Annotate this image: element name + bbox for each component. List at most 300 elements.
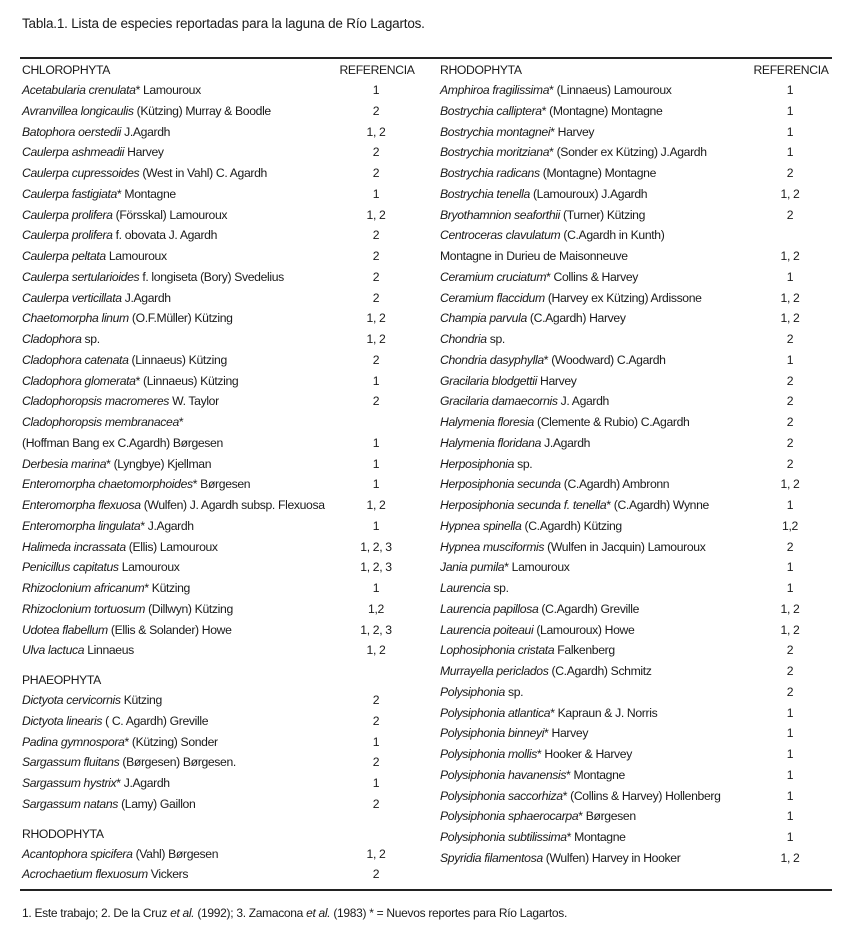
reference-value: 1 <box>786 498 794 512</box>
species-row <box>440 661 832 682</box>
species-authority: * (Lyngbye) Kjellman <box>106 456 212 471</box>
species-row <box>22 412 414 433</box>
reference-value: 1, 2 <box>780 622 800 637</box>
species-row <box>22 142 414 163</box>
species-row <box>440 122 832 143</box>
species-row <box>440 288 832 309</box>
footnote-etal-1: et al. <box>170 906 195 920</box>
species-name <box>440 640 615 661</box>
reference-value: 2 <box>372 713 380 728</box>
species-row <box>22 163 414 184</box>
reference-value: 2 <box>786 373 794 388</box>
reference-value: 2 <box>372 796 380 811</box>
species-authority: sp. <box>514 456 533 471</box>
reference-value: 1 <box>372 186 380 201</box>
species-row <box>440 723 832 744</box>
species-authority: sp. <box>504 684 524 699</box>
reference-value: 1 <box>372 435 380 450</box>
species-row <box>440 806 832 827</box>
species-row <box>440 557 832 578</box>
group-header <box>22 824 414 844</box>
species-name <box>22 288 171 309</box>
footnote-part2: (1992); 3. Zamacona <box>194 906 307 920</box>
species-authority: f. obovata J. Agardh <box>112 228 218 243</box>
species-row <box>22 329 414 350</box>
species-authority: (C.Agardh) Greville <box>538 601 640 616</box>
species-row <box>440 163 832 184</box>
species-name <box>440 205 645 226</box>
species-name <box>440 122 594 143</box>
species-name <box>440 454 532 475</box>
species-name <box>440 308 626 329</box>
species-row <box>440 433 832 454</box>
reference-value: 2 <box>372 249 380 263</box>
species-name <box>440 806 636 827</box>
species-name <box>440 391 609 412</box>
species-binomial: Polysiphonia binneyi <box>440 726 545 741</box>
species-authority: * (Sonder ex Kützing) J.Agardh <box>549 145 707 160</box>
species-binomial: Murrayella periclados <box>440 664 549 678</box>
species-name <box>22 599 233 620</box>
species-row <box>22 474 414 495</box>
species-row <box>440 786 832 807</box>
group-header <box>440 60 832 80</box>
species-binomial: Polysiphonia mollis <box>440 747 537 761</box>
reference-value: 2 <box>786 415 794 429</box>
species-binomial: Ulva lactuca <box>22 643 85 658</box>
species-binomial: Chondria dasyphylla <box>440 352 544 367</box>
species-name <box>22 142 164 163</box>
species-binomial: Enteromorpha flexuosa <box>22 498 141 512</box>
species-binomial: Avranvillea longicaulis <box>22 103 134 118</box>
species-row <box>440 350 832 371</box>
species-name <box>22 80 201 101</box>
species-authority: * <box>178 415 184 429</box>
species-authority: J.Agardh <box>541 435 591 450</box>
species-authority: J. Agardh <box>557 394 609 409</box>
species-name <box>22 844 218 865</box>
species-name <box>440 474 669 495</box>
species-row <box>22 732 414 753</box>
species-authority: sp. <box>490 581 509 595</box>
species-authority: J.Agardh <box>121 124 171 139</box>
species-row <box>22 516 414 537</box>
reference-value: 1 <box>786 581 794 595</box>
species-binomial: Herposiphonia secunda <box>440 477 561 492</box>
species-row <box>440 101 832 122</box>
species-binomial: Cladophoropsis membranacea <box>22 415 179 429</box>
reference-value: 2 <box>786 435 794 450</box>
species-name <box>22 350 227 371</box>
table-footnote <box>22 906 567 920</box>
species-authority: * Børgesen <box>578 809 636 824</box>
species-name <box>22 246 167 267</box>
species-authority: (C.Agardh) Schmitz <box>548 664 652 678</box>
species-binomial: Dictyota cervicornis <box>22 693 121 707</box>
species-binomial: Polysiphonia atlantica <box>440 705 551 720</box>
reference-value: 2 <box>372 693 380 707</box>
species-authority: (Børgesen) Børgesen. <box>119 755 236 770</box>
reference-value: 1 <box>786 103 794 118</box>
species-name <box>440 412 689 433</box>
species-name <box>22 732 218 753</box>
species-binomial: Caulerpa prolifera <box>22 228 113 243</box>
species-name <box>440 578 509 599</box>
species-binomial: Sargassum hystrix <box>22 776 117 790</box>
species-row <box>440 703 832 724</box>
reference-value: 1 <box>372 734 380 749</box>
species-binomial: Halymenia floridana <box>440 435 542 450</box>
species-authority: Kützing <box>120 693 162 707</box>
species-row <box>22 371 414 392</box>
species-authority: ( C. Agardh) Greville <box>102 713 209 728</box>
species-name <box>440 516 622 537</box>
species-authority: (Vahl) Børgesen <box>132 846 219 861</box>
table-caption: Tabla.1. Lista de especies reportadas para la laguna de Río Lagartos. <box>22 16 425 31</box>
species-row <box>440 308 832 329</box>
species-row <box>440 142 832 163</box>
reference-value: 1, 2 <box>366 332 386 346</box>
reference-value: 1 <box>786 83 794 97</box>
species-name <box>22 537 218 558</box>
species-binomial: Caulerpa sertularioides <box>22 269 140 284</box>
species-name <box>22 864 188 885</box>
species-authority: Lamouroux <box>105 249 167 263</box>
reference-value: 2 <box>786 207 794 222</box>
species-name <box>440 142 707 163</box>
species-row <box>440 225 832 246</box>
species-row <box>22 246 414 267</box>
reference-value: 1, 2 <box>780 290 800 305</box>
species-binomial: Ceramium flaccidum <box>440 290 545 305</box>
group-header <box>22 60 414 80</box>
species-row <box>22 184 414 205</box>
species-row <box>440 205 832 226</box>
reference-value: 2 <box>786 684 794 699</box>
species-authority: * (Kützing) Sonder <box>124 734 218 749</box>
species-binomial: Champia parvula <box>440 311 527 326</box>
reference-value: 1, 2 <box>780 311 800 326</box>
species-row <box>440 848 832 869</box>
species-name <box>22 433 223 454</box>
species-authority: * Hooker & Harvey <box>537 747 632 761</box>
species-binomial: Halymenia floresia <box>440 415 534 429</box>
group-header <box>22 670 414 690</box>
right-column <box>440 60 832 869</box>
reference-value: 1 <box>786 747 794 761</box>
reference-value: 1 <box>372 776 380 790</box>
species-authority: (Ellis & Solander) Howe <box>107 622 232 637</box>
species-name <box>440 557 570 578</box>
reference-value: 1, 2 <box>780 601 800 616</box>
species-name <box>22 163 267 184</box>
species-authority: * Lamouroux <box>504 560 570 575</box>
species-row <box>22 308 414 329</box>
species-row <box>22 599 414 620</box>
species-name <box>22 308 233 329</box>
reference-value: 2 <box>786 643 794 658</box>
species-binomial: Caulerpa ashmeadii <box>22 145 125 160</box>
species-binomial: Bostrychia montagnei <box>440 124 551 139</box>
reference-value: 2 <box>372 269 380 284</box>
species-binomial: Rhizoclonium tortuosum <box>22 601 146 616</box>
species-authority: * Harvey <box>544 726 589 741</box>
species-name <box>22 474 250 495</box>
species-authority: Montagne in Durieu de Maisonneuve <box>440 249 628 263</box>
species-binomial: Hypnea spinella <box>440 518 522 533</box>
species-authority: (C.Agardh) Ambronn <box>560 477 670 492</box>
reference-value: 1 <box>372 477 380 492</box>
top-rule <box>20 57 832 59</box>
species-name <box>22 578 190 599</box>
species-name <box>22 371 238 392</box>
species-row <box>22 495 414 516</box>
species-row <box>440 391 832 412</box>
species-name <box>22 620 232 641</box>
species-authority: * Harvey <box>550 124 595 139</box>
species-name <box>440 495 709 516</box>
species-authority: f. longiseta (Bory) Svedelius <box>139 269 284 284</box>
species-authority: (Lamy) Gaillon <box>118 796 196 811</box>
species-row <box>22 433 414 454</box>
species-binomial: Derbesia marina <box>22 456 107 471</box>
species-name <box>22 495 325 516</box>
reference-value: 2 <box>372 352 380 367</box>
reference-value: 1 <box>372 456 380 471</box>
reference-value: 2 <box>372 394 380 409</box>
species-row <box>440 246 832 267</box>
reference-value: 2 <box>372 103 380 118</box>
species-row <box>440 827 832 848</box>
species-authority: Harvey <box>124 145 164 160</box>
species-binomial: Bostrychia moritziana <box>440 145 550 160</box>
species-name <box>22 101 271 122</box>
species-row <box>22 690 414 711</box>
reference-value: 1 <box>372 581 380 595</box>
species-row <box>22 773 414 794</box>
species-authority: (O.F.Müller) Kützing <box>128 311 233 326</box>
species-name <box>440 267 638 288</box>
species-authority: (Wulfen) J. Agardh subsp. Flexuosa <box>140 498 325 512</box>
species-authority: (West in Vahl) C. Agardh <box>139 166 267 180</box>
reference-value: 1,2 <box>782 518 798 533</box>
species-row <box>22 557 414 578</box>
species-row <box>440 412 832 433</box>
species-name <box>440 786 721 807</box>
reference-value: 1, 2 <box>780 186 800 201</box>
species-row <box>440 640 832 661</box>
bottom-rule <box>20 889 832 891</box>
species-row <box>440 454 832 475</box>
species-authority: (Linnaeus) Kützing <box>128 352 227 367</box>
species-authority: Harvey <box>536 373 577 388</box>
reference-value: 1 <box>786 788 794 803</box>
species-authority: (Lamouroux) Howe <box>533 622 635 637</box>
reference-value: 1 <box>786 726 794 741</box>
species-name <box>440 661 652 682</box>
reference-value: 1, 2 <box>366 498 386 512</box>
species-row <box>440 744 832 765</box>
reference-column-header: REFERENCIA <box>339 63 415 77</box>
species-binomial: Enteromorpha lingulata <box>22 518 141 533</box>
species-binomial: Bostrychia calliptera <box>440 103 542 118</box>
species-authority: (Dillwyn) Kützing <box>145 601 233 616</box>
species-row <box>22 752 414 773</box>
species-name <box>440 703 657 724</box>
species-authority: (Försskal) Lamouroux <box>112 207 228 222</box>
species-name <box>440 246 628 267</box>
species-binomial: Udotea flabellum <box>22 622 108 637</box>
species-name <box>22 690 162 711</box>
species-row <box>22 640 414 661</box>
species-name <box>440 744 632 765</box>
species-row <box>440 578 832 599</box>
left-column <box>22 60 414 885</box>
species-authority: (C.Agardh in Kunth) <box>560 228 665 243</box>
species-binomial: Laurencia <box>440 581 491 595</box>
species-binomial: Sargassum natans <box>22 796 119 811</box>
species-authority: sp. <box>486 332 505 346</box>
species-name <box>440 371 577 392</box>
species-authority: * Montagne <box>566 767 625 782</box>
species-name <box>22 412 183 433</box>
reference-value: 2 <box>372 166 380 180</box>
species-binomial: Rhizoclonium africanum <box>22 581 145 595</box>
species-binomial: Chondria <box>440 332 487 346</box>
group-title: RHODOPHYTA <box>440 63 522 77</box>
species-row <box>22 80 414 101</box>
species-name <box>22 454 211 475</box>
species-name <box>440 682 523 703</box>
species-authority: * (Linnaeus) Lamouroux <box>549 83 672 97</box>
species-row <box>22 122 414 143</box>
species-name <box>440 329 505 350</box>
species-name <box>440 101 662 122</box>
reference-value: 1 <box>372 373 380 388</box>
reference-value: 1 <box>786 124 794 139</box>
reference-value: 1, 2 <box>780 850 800 865</box>
species-binomial: Polysiphonia subtilissima <box>440 830 567 844</box>
species-row <box>22 350 414 371</box>
species-binomial: Cladophora catenata <box>22 352 129 367</box>
species-name <box>440 848 680 869</box>
species-binomial: Acetabularia crenulata <box>22 83 136 97</box>
reference-value: 1, 2 <box>366 846 386 861</box>
species-row <box>440 620 832 641</box>
species-binomial: Chaetomorpha linum <box>22 311 129 326</box>
species-authority: (Wulfen in Jacquin) Lamouroux <box>544 539 706 554</box>
group-title: RHODOPHYTA <box>22 826 104 841</box>
reference-value: 2 <box>786 664 794 678</box>
species-name <box>440 225 664 246</box>
species-binomial: Polysiphonia saccorhiza <box>440 788 563 803</box>
species-authority: (C.Agardh) Harvey <box>526 311 626 326</box>
species-binomial: Laurencia papillosa <box>440 601 539 616</box>
species-binomial: Polysiphonia <box>440 684 505 699</box>
species-binomial: Polysiphonia sphaerocarpa <box>440 809 579 824</box>
species-authority: * (C.Agardh) Wynne <box>606 498 709 512</box>
species-authority: * Kützing <box>144 581 190 595</box>
species-row <box>22 537 414 558</box>
species-row <box>440 599 832 620</box>
species-row <box>440 267 832 288</box>
footnote-etal-2: et al. <box>306 906 331 920</box>
species-authority: * Montagne <box>566 830 626 844</box>
species-authority: (Montagne) Montagne <box>539 166 657 180</box>
reference-value: 1, 2 <box>366 311 386 326</box>
species-binomial: Gracilaria blodgettii <box>440 373 537 388</box>
species-binomial: Dictyota linearis <box>22 713 103 728</box>
species-authority: (C.Agardh) Kützing <box>521 518 622 533</box>
group-title: PHAEOPHYTA <box>22 673 101 687</box>
species-name <box>440 184 647 205</box>
species-authority: (Clemente & Rubio) C.Agardh <box>533 415 690 429</box>
reference-value: 1 <box>786 705 794 720</box>
species-name <box>22 205 227 226</box>
species-authority: Falkenberg <box>554 643 615 658</box>
reference-value: 2 <box>786 539 794 554</box>
species-binomial: Acantophora spicifera <box>22 846 133 861</box>
reference-value: 1, 2 <box>366 124 386 139</box>
species-authority: (Lamouroux) J.Agardh <box>529 186 648 201</box>
species-binomial: Padina gymnospora <box>22 734 125 749</box>
reference-value: 1,2 <box>368 601 384 616</box>
species-binomial: Polysiphonia havanensis <box>440 767 567 782</box>
species-name <box>22 640 134 661</box>
species-binomial: Bostrychia radicans <box>440 166 540 180</box>
species-row <box>22 101 414 122</box>
species-name <box>440 433 590 454</box>
species-name <box>22 329 100 350</box>
species-binomial: Caulerpa peltata <box>22 249 106 263</box>
species-authority: * Kapraun & J. Norris <box>550 705 658 720</box>
species-authority: (Hoffman Bang ex C.Agardh) Børgesen <box>22 435 223 450</box>
species-authority: * J.Agardh <box>116 776 170 790</box>
reference-value: 1 <box>786 145 794 160</box>
species-binomial: Amphiroa fragilissima <box>440 83 550 97</box>
species-binomial: Batophora oerstedii <box>22 124 122 139</box>
reference-value: 1, 2 <box>366 643 386 658</box>
species-binomial: Jania pumila <box>440 560 505 575</box>
reference-value: 2 <box>372 228 380 243</box>
reference-value: 1, 2 <box>366 207 386 222</box>
species-authority: * J.Agardh <box>140 518 194 533</box>
reference-value: 1, 2 <box>780 477 800 492</box>
species-row <box>440 371 832 392</box>
species-binomial: Herposiphonia secunda f. tenella <box>440 498 607 512</box>
species-name <box>440 827 626 848</box>
species-row <box>22 267 414 288</box>
species-name <box>22 752 236 773</box>
species-row <box>440 495 832 516</box>
reference-column-header: REFERENCIA <box>753 63 829 77</box>
species-binomial: Bryothamnion seaforthii <box>440 207 560 222</box>
reference-value: 1 <box>786 767 794 782</box>
species-binomial: Bostrychia tenella <box>440 186 530 201</box>
species-binomial: Cladophora glomerata <box>22 373 136 388</box>
species-row <box>440 329 832 350</box>
species-authority: * Montagne <box>116 186 176 201</box>
species-name <box>22 557 180 578</box>
reference-value: 1, 2, 3 <box>360 622 392 637</box>
species-authority: J.Agardh <box>121 290 171 305</box>
species-binomial: Ceramium cruciatum <box>440 269 547 284</box>
species-row <box>22 288 414 309</box>
species-row <box>440 537 832 558</box>
species-row <box>22 844 414 865</box>
species-authority: (Wulfen) Harvey in Hooker <box>542 850 681 865</box>
species-authority: * (Woodward) C.Agardh <box>543 352 666 367</box>
